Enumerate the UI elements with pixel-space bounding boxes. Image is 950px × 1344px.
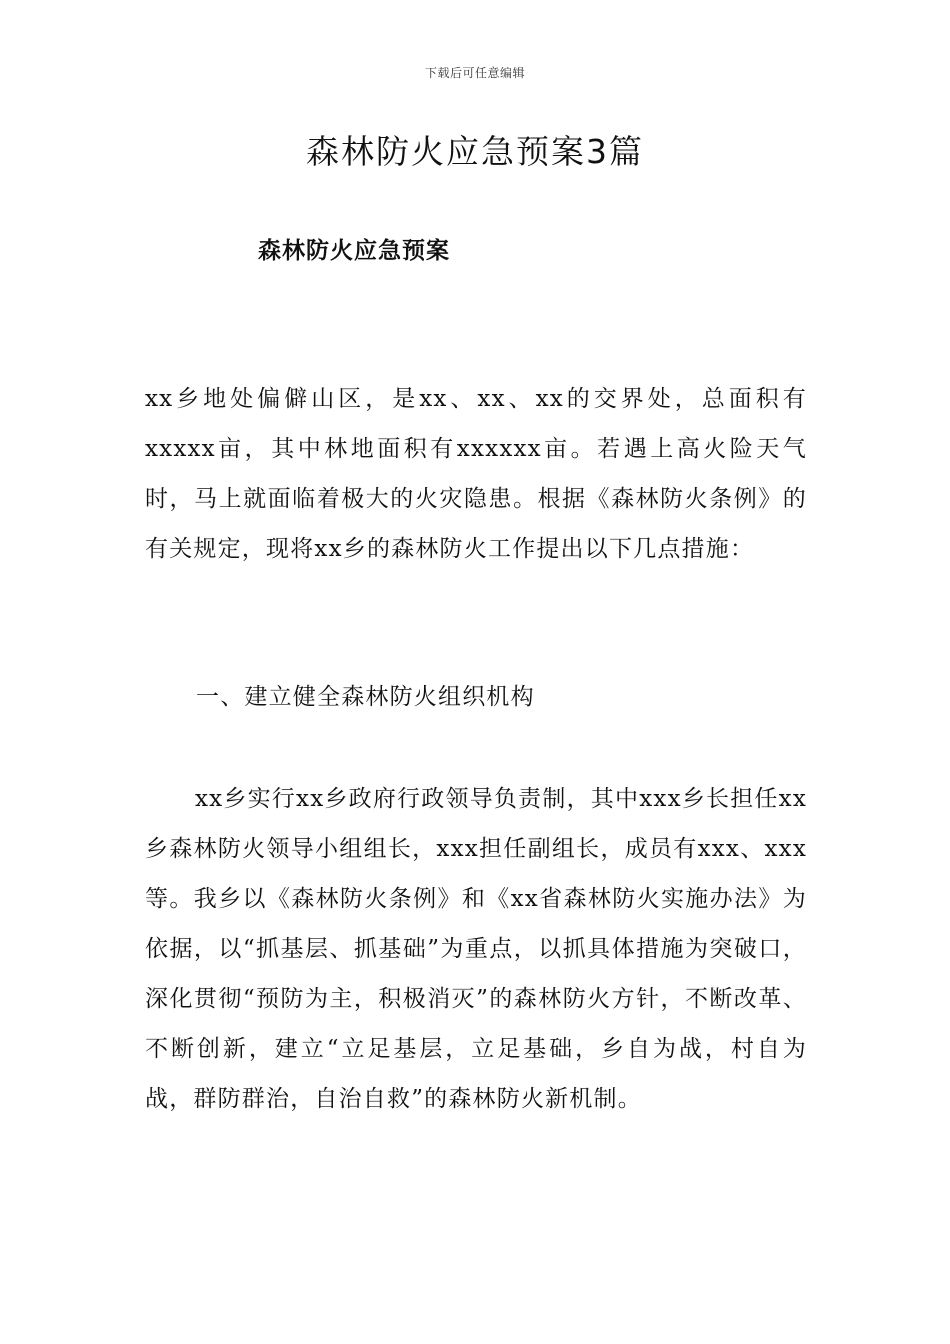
document-title: 森林防火应急预案3篇 [306, 132, 644, 171]
paragraph-organization: xx乡实行xx乡政府行政领导负责制，其中xxx乡长担任xx乡森林防火领导小组组长，xxx担任副组长，成员有xxx、xxx等。我乡以《森林防火条例》和《xx省森林防火实施办法》为依据，以“抓基层、抓基础”为重点，以抓具体措施为突破口，深化贯彻“预防为主，积极消灭”的森林防火方针，不断改革、不断创新，建立“立足基层，立足基础，乡自为战，村自为战，群防群治，自治自救”的森林防火新机制。 [145, 786, 807, 1112]
header-note: 下载后可任意编辑 [424, 66, 525, 80]
document-subtitle: 森林防火应急预案 [258, 238, 450, 264]
paragraph-intro: xx乡地处偏僻山区，是xx、xx、xx的交界处，总面积有xxxxx亩，其中林地面积有xxxxxx亩。若遇上高火险天气时，马上就面临着极大的火灾隐患。根据《森林防火条例》的有关规定，现将xx乡的森林防火工作提出以下几点措施： [145, 386, 807, 562]
section-heading-1: 一、建立健全森林防火组织机构 [196, 684, 535, 710]
